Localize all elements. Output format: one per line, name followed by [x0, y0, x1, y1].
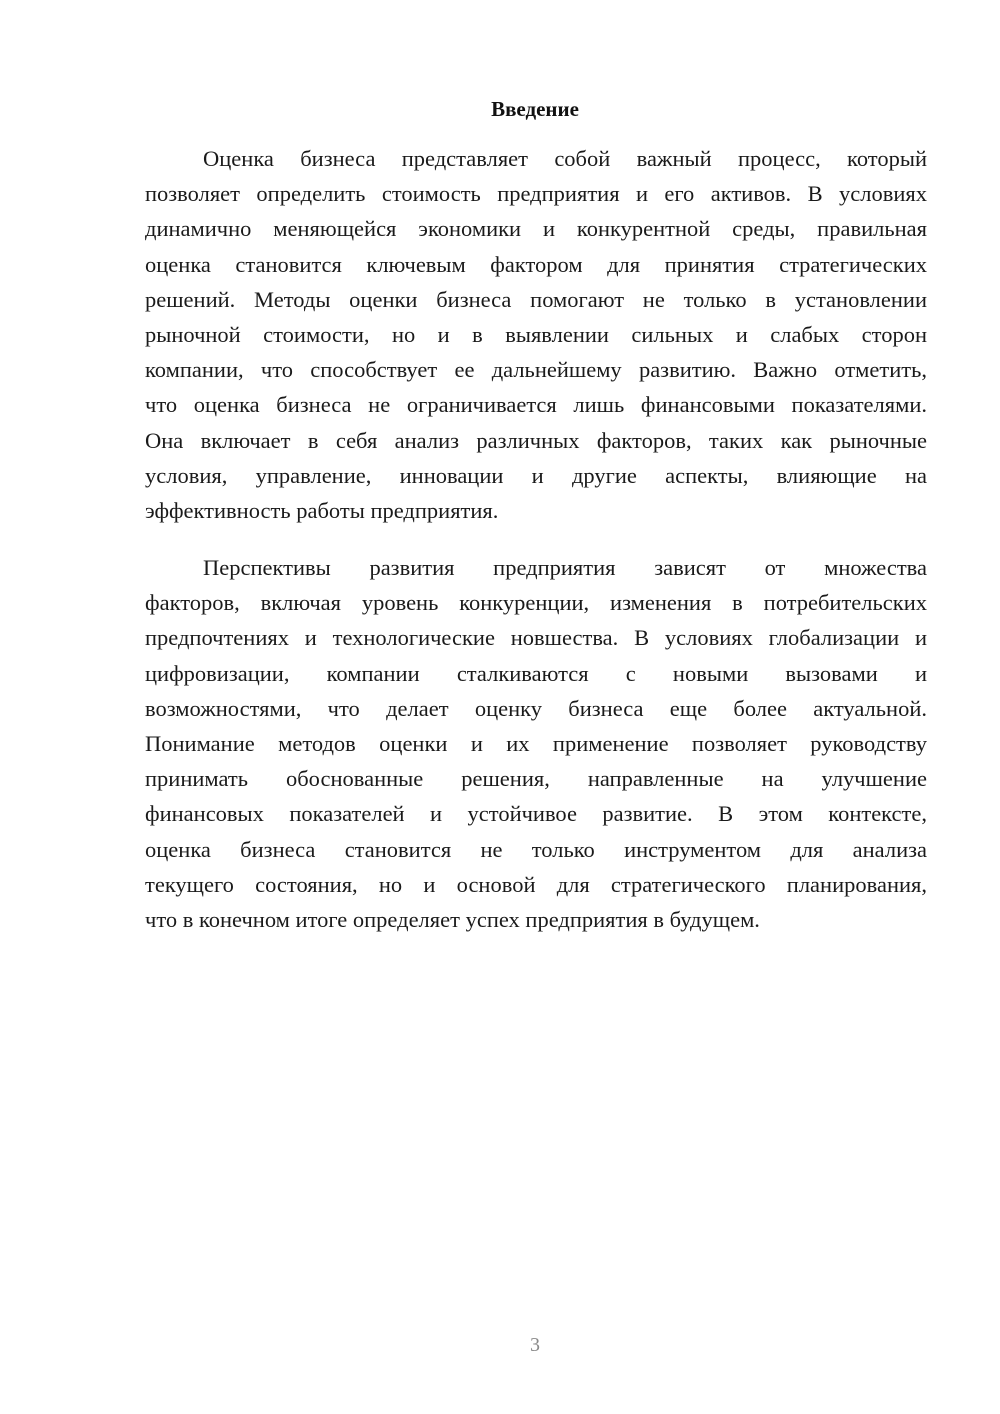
- paragraph-line: что оценка бизнеса не ограничивается лишь финансовыми показателями.: [145, 392, 927, 418]
- paragraph-line: предпочтениях и технологические новшества. В условиях глобализации и: [145, 625, 927, 651]
- paragraph-line: Понимание методов оценки и их применение позволяет руководству: [145, 730, 927, 756]
- paragraph-1: [145, 141, 927, 528]
- paragraph-line: оценка бизнеса становится не только инструментом для анализа: [145, 836, 927, 862]
- paragraph-line: позволяет определить стоимость предприятия и его активов. В условиях: [145, 181, 927, 207]
- paragraph-line: компании, что способствует ее дальнейшему развитию. Важно отметить,: [145, 357, 927, 383]
- paragraph-line: что в конечном итоге определяет успех предприятия в будущем.: [145, 906, 760, 932]
- page-number: 3: [530, 1334, 540, 1356]
- paragraph-line: текущего состояния, но и основой для стратегического планирования,: [145, 871, 927, 897]
- paragraph-line: принимать обоснованные решения, направленные на улучшение: [145, 766, 927, 792]
- paragraph-line: финансовых показателей и устойчивое развитие. В этом контексте,: [145, 801, 927, 827]
- paragraph-line: оценка становится ключевым фактором для принятия стратегических: [145, 251, 927, 277]
- paragraph-line: Она включает в себя анализ различных факторов, таких как рыночные: [145, 427, 927, 453]
- paragraph-2: [145, 550, 927, 937]
- paragraph-line: Оценка бизнеса представляет собой важный процесс, который: [203, 146, 927, 171]
- paragraph-line: Перспективы развития предприятия зависят от множества: [203, 555, 927, 580]
- paragraph-line: динамично меняющейся экономики и конкурентной среды, правильная: [145, 216, 927, 242]
- paragraph-line: решений. Методы оценки бизнеса помогают не только в установлении: [145, 286, 927, 312]
- paragraph-line: эффективность работы предприятия.: [145, 497, 499, 523]
- section-title: Введение: [491, 97, 579, 121]
- paragraph-line: условия, управление, инновации и другие аспекты, влияющие на: [145, 462, 927, 488]
- paragraph-line: рыночной стоимости, но и в выявлении сильных и слабых сторон: [145, 321, 927, 347]
- paragraph-line: цифровизации, компании сталкиваются с новыми вызовами и: [145, 660, 927, 686]
- paragraph-line: факторов, включая уровень конкуренции, изменения в потребительских: [145, 590, 927, 616]
- paragraph-line: возможностями, что делает оценку бизнеса еще более актуальной.: [145, 695, 927, 721]
